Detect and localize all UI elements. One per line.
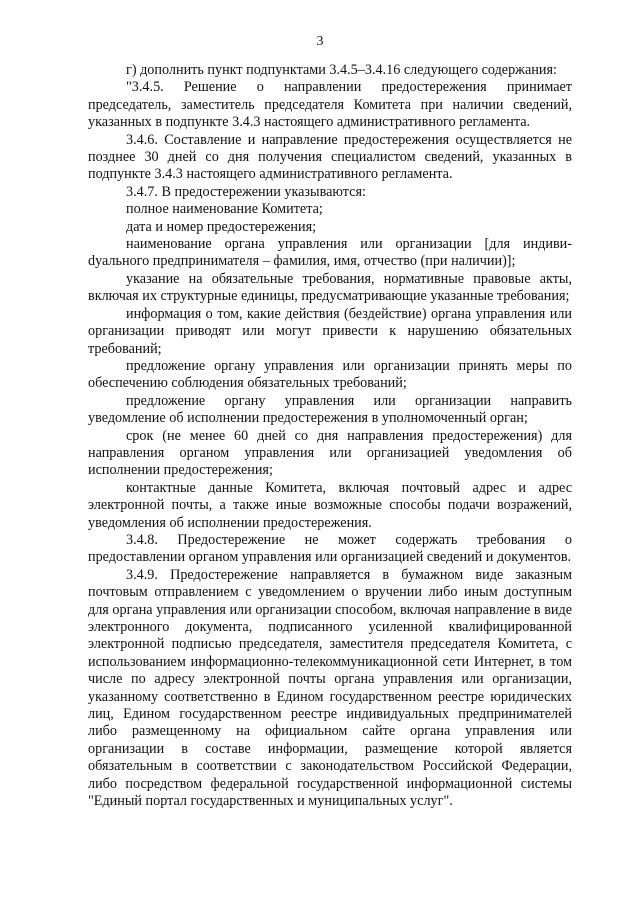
list-item-organization-name: наименование органа управления или организации [для индивиdуального предпринимателя – фамилия, имя, отчество (при наличии)]; xyxy=(88,236,572,270)
paragraph-3-4-7: 3.4.7. В предостережении указываются: xyxy=(126,183,366,200)
paragraph-3-4-5: "3.4.5. Решение о направлении предостережения принимает председатель, заместитель председателя Комитета при наличии сведений, указанных в подпункте 3.4.3 настоящего административного регламента. xyxy=(88,79,572,131)
list-item-date-number: дата и номер предостережения; xyxy=(126,218,317,235)
document-body xyxy=(88,62,572,810)
list-item-committee-name: полное наименование Комитета; xyxy=(126,201,323,218)
page-number: 3 xyxy=(316,34,324,49)
paragraph-3-4-9: 3.4.9. Предостережение направляется в бумажном виде заказным почтовым отправлением с уведомлением о вручении либо иным доступным для органа управления или организации способом, включая направление в виде электронного документа, подписанного усиленной квалифицированной электронной подписью председателя, заместителя председателя Комитета, с использованием информационно-телекоммуникационной сети Интернет, в том числе по адресу электронной почты органа управления или организации, указанному соответственно в Едином государственном реестре юридических лиц, Едином государственном реестре индивидуальных предпринимателей либо размещенному на официальном сайте органа управления или организации в составе информации, размещение которой является обязательным в соответствии с законодательством Российской Федерации, либо посредством федеральной государственной информационной системы "Единый портал государственных и муниципальных услуг". xyxy=(88,566,572,810)
paragraph-amendment-intro: г) дополнить пункт подпунктами 3.4.5–3.4.16 следующего содержания: xyxy=(126,62,557,78)
paragraph-3-4-6: 3.4.6. Составление и направление предостережения осуществляется не позднее 30 дней со дня получения специалистом сведений, указанных в подпункте 3.4.3 настоящего административного регламента. xyxy=(88,131,572,183)
list-item-deadline: срок (не менее 60 дней со дня направления предостережения) для направления органом управления или организацией уведомления об исполнении предостережения; xyxy=(88,427,572,479)
list-item-requirements: указание на обязательные требования, нормативные правовые акты, включая их структурные единицы, предусматривающие указанные требования; xyxy=(88,270,572,305)
list-item-contacts: контактные данные Комитета, включая почтовый адрес и адрес электронной почты, а также иные возможные способы подачи возражений, уведомления об исполнении предостережения. xyxy=(88,479,572,531)
list-item-proposal-notification: предложение органу управления или организации направить уведомление об исполнении предостережения в уполномоченный орган; xyxy=(88,392,572,427)
list-item-actions-info: информация о том, какие действия (бездействие) органа управления или организации приводят или могут привести к нарушению обязательных требований; xyxy=(88,305,572,357)
list-item-proposal-measures: предложение органу управления или организации принять меры по обеспечению соблюдения обязательных требований; xyxy=(88,357,572,392)
paragraph-3-4-8: 3.4.8. Предостережение не может содержать требования о предоставлении органом управления или организацией сведений и документов. xyxy=(88,531,572,566)
